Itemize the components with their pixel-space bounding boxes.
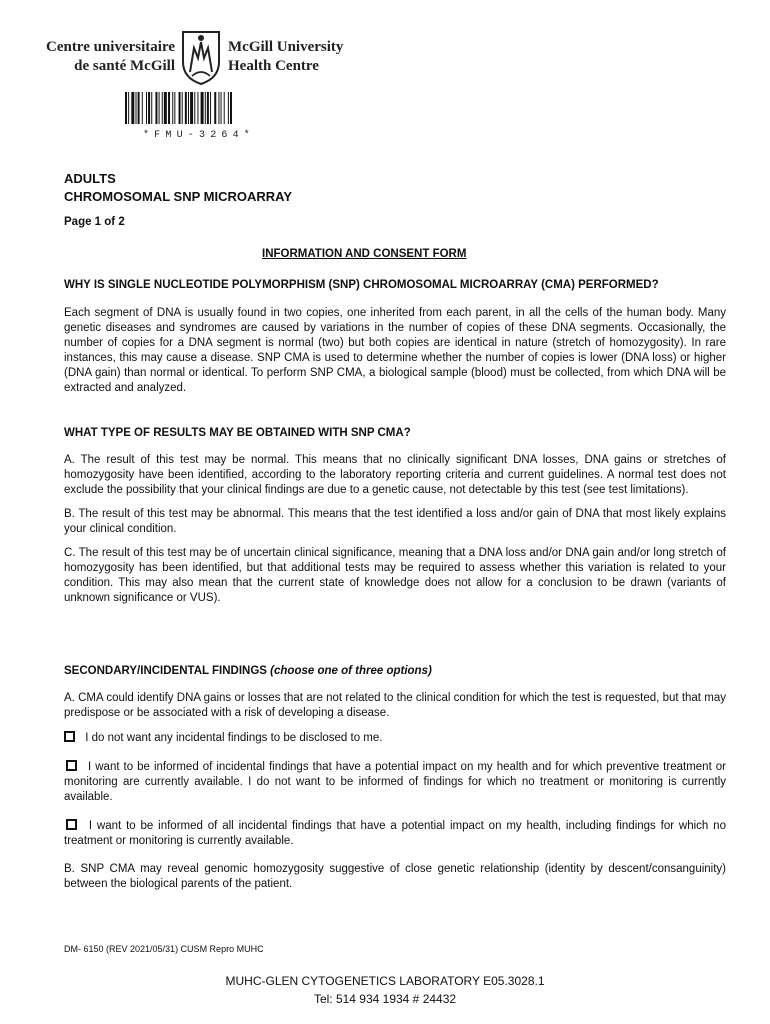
muhc-crest-icon xyxy=(180,28,222,86)
barcode-bar xyxy=(159,92,160,124)
barcode-text: *FMU-3264* xyxy=(142,130,255,141)
laboratory-phone: Tel: 514 934 1934 # 24432 xyxy=(313,992,457,1006)
section-heading-text: SECONDARY/INCIDENTAL FINDINGS xyxy=(64,665,267,677)
logo-french-name xyxy=(40,38,175,76)
result-abnormal-paragraph: B. The result of this test may be abnormal. This means that the test identified a loss and/or gain of DNA that most likely explains your clinical condition. xyxy=(64,508,726,535)
section-heading: WHAT TYPE OF RESULTS MAY BE OBTAINED WITH SNP CMA? xyxy=(64,427,411,439)
result-normal-paragraph: A. The result of this test may be normal. This means that no clinically significant DNA losses, DNA gains or stretches of homozygosity have been identified, according to the laboratory reporting criteria and current guidelines. A normal test does not exclude the possibility that your clinical findings are due to a genetic cause, not detectable by this test (see test limitations). xyxy=(64,454,726,496)
option-none-checkbox[interactable] xyxy=(64,731,75,742)
document-title xyxy=(64,170,292,206)
barcode-bar xyxy=(207,92,209,124)
option-all-label: I want to be informed of all incidental findings that have a potential impact on my health, including findings for which no treatment or monitoring is currently available. xyxy=(64,820,726,847)
consanguinity-paragraph: B. SNP CMA may reveal genomic homozygosity suggestive of close genetic relationship (identity by descent/consanguinity) between the biological parents of the patient. xyxy=(64,863,726,890)
option-treatable-checkbox[interactable] xyxy=(66,760,77,771)
section-result-types xyxy=(64,426,726,606)
barcode-bar xyxy=(228,92,229,124)
option-all-checkbox[interactable] xyxy=(66,819,77,830)
section-incidental-findings xyxy=(64,664,726,892)
incidental-option-none[interactable] xyxy=(64,730,726,746)
document-title-line2: CHROMOSOMAL SNP MICROARRAY xyxy=(64,189,293,204)
barcode-bar xyxy=(168,92,170,124)
option-treatable-label: I want to be informed of incidental findings that have a potential impact on my health and for which preventive treatment or monitoring are currently available. I do not want to be informed of findings for which no treatment or monitoring is currently available. xyxy=(64,761,727,803)
barcode-bar xyxy=(142,92,143,124)
section-paragraph: Each segment of DNA is usually found in two copies, one inherited from each parent, in all the cells of the human body. Many genetic diseases and syndromes are caused by variations in the number of copies of these DNA segments. Occasionally, the number of copies for a DNA segment is normal (two) but both copies are identical in nature (stretch of homozygosity). In rare instances, this may cause a disease. SNP CMA is used to determine whether the number of copies is lower (DNA loss) or higher (DNA gain) than normal or identical. To perform SNP CMA, a biological sample (blood) must be collected, from which DNA will be extracted and analyzed. xyxy=(64,307,726,394)
logo-french-line1: Centre universitaire xyxy=(45,39,175,55)
barcode-bar xyxy=(188,92,189,124)
barcode-bar xyxy=(131,92,134,124)
section-heading: WHY IS SINGLE NUCLEOTIDE POLYMORPHISM (SNP) CHROMOSOMAL MICROARRAY (CMA) PERFORMED? xyxy=(64,279,659,291)
barcode-bar xyxy=(125,92,127,124)
barcode-bar xyxy=(214,92,216,124)
barcode-bar xyxy=(201,92,204,124)
barcode-bar xyxy=(218,92,219,124)
logo-english-line2: Health Centre xyxy=(228,58,319,74)
result-uncertain-paragraph: C. The result of this test may be of uncertain clinical significance, meaning that a DNA loss and/or DNA gain and/or long stretch of homozygosity has been identified, but that additional tests may be required to assess whether this variation is related to your condition. This may also mean that the current state of knowledge does not allow for a conclusion to be drawn (variants of unknown significance or VUS). xyxy=(64,547,726,604)
barcode-bar xyxy=(205,92,206,124)
barcode-bar xyxy=(146,92,147,124)
page-number: Page 1 of 2 xyxy=(64,216,125,228)
barcode-bar xyxy=(151,92,152,124)
barcode-bar xyxy=(155,92,157,124)
institution-logo xyxy=(40,28,360,88)
laboratory-name: MUHC-GLEN CYTOGENETICS LABORATORY E05.3028.1 xyxy=(225,974,545,988)
barcode-bar xyxy=(224,92,225,124)
form-revision-code: DM- 6150 (REV 2021/05/31) CUSM Repro MUHC xyxy=(64,944,264,954)
barcode-bar xyxy=(179,92,181,124)
barcode-bar xyxy=(194,92,195,124)
barcode-bar xyxy=(162,92,163,124)
incidental-intro-paragraph: A. CMA could identify DNA gains or losses that are not related to the clinical condition for which the test is requested, but that may predispose or be associated with a risk of developing a disease. xyxy=(64,692,726,719)
barcode-bar xyxy=(185,92,187,124)
form-barcode xyxy=(124,92,274,141)
barcode-bar xyxy=(190,92,193,124)
incidental-option-treatable[interactable] xyxy=(64,759,726,805)
document-title-line1: ADULTS xyxy=(64,171,116,186)
section-why-performed xyxy=(64,278,726,396)
barcode-bar xyxy=(128,92,129,124)
barcode-bar xyxy=(197,92,198,124)
section-heading-note: (choose one of three options) xyxy=(270,665,432,677)
logo-french-line2: de santé McGill xyxy=(74,58,175,74)
barcode-icon xyxy=(124,92,274,124)
barcode-bar xyxy=(221,92,222,124)
option-none-label: I do not want any incidental findings to be disclosed to me. xyxy=(85,732,383,744)
barcode-bar xyxy=(138,92,140,124)
barcode-bar xyxy=(136,92,137,124)
barcode-bar xyxy=(172,92,173,124)
form-title: INFORMATION AND CONSENT FORM xyxy=(262,248,467,260)
laboratory-contact xyxy=(0,972,770,1008)
barcode-bar xyxy=(148,92,150,124)
barcode-bar xyxy=(230,92,232,124)
barcode-bar xyxy=(174,92,175,124)
barcode-bar xyxy=(182,92,183,124)
incidental-option-all[interactable] xyxy=(64,818,726,849)
barcode-bar xyxy=(164,92,167,124)
section-heading xyxy=(64,664,726,679)
logo-english-name xyxy=(228,38,378,76)
logo-english-line1: McGill University xyxy=(228,39,344,55)
barcode-bar xyxy=(210,92,211,124)
